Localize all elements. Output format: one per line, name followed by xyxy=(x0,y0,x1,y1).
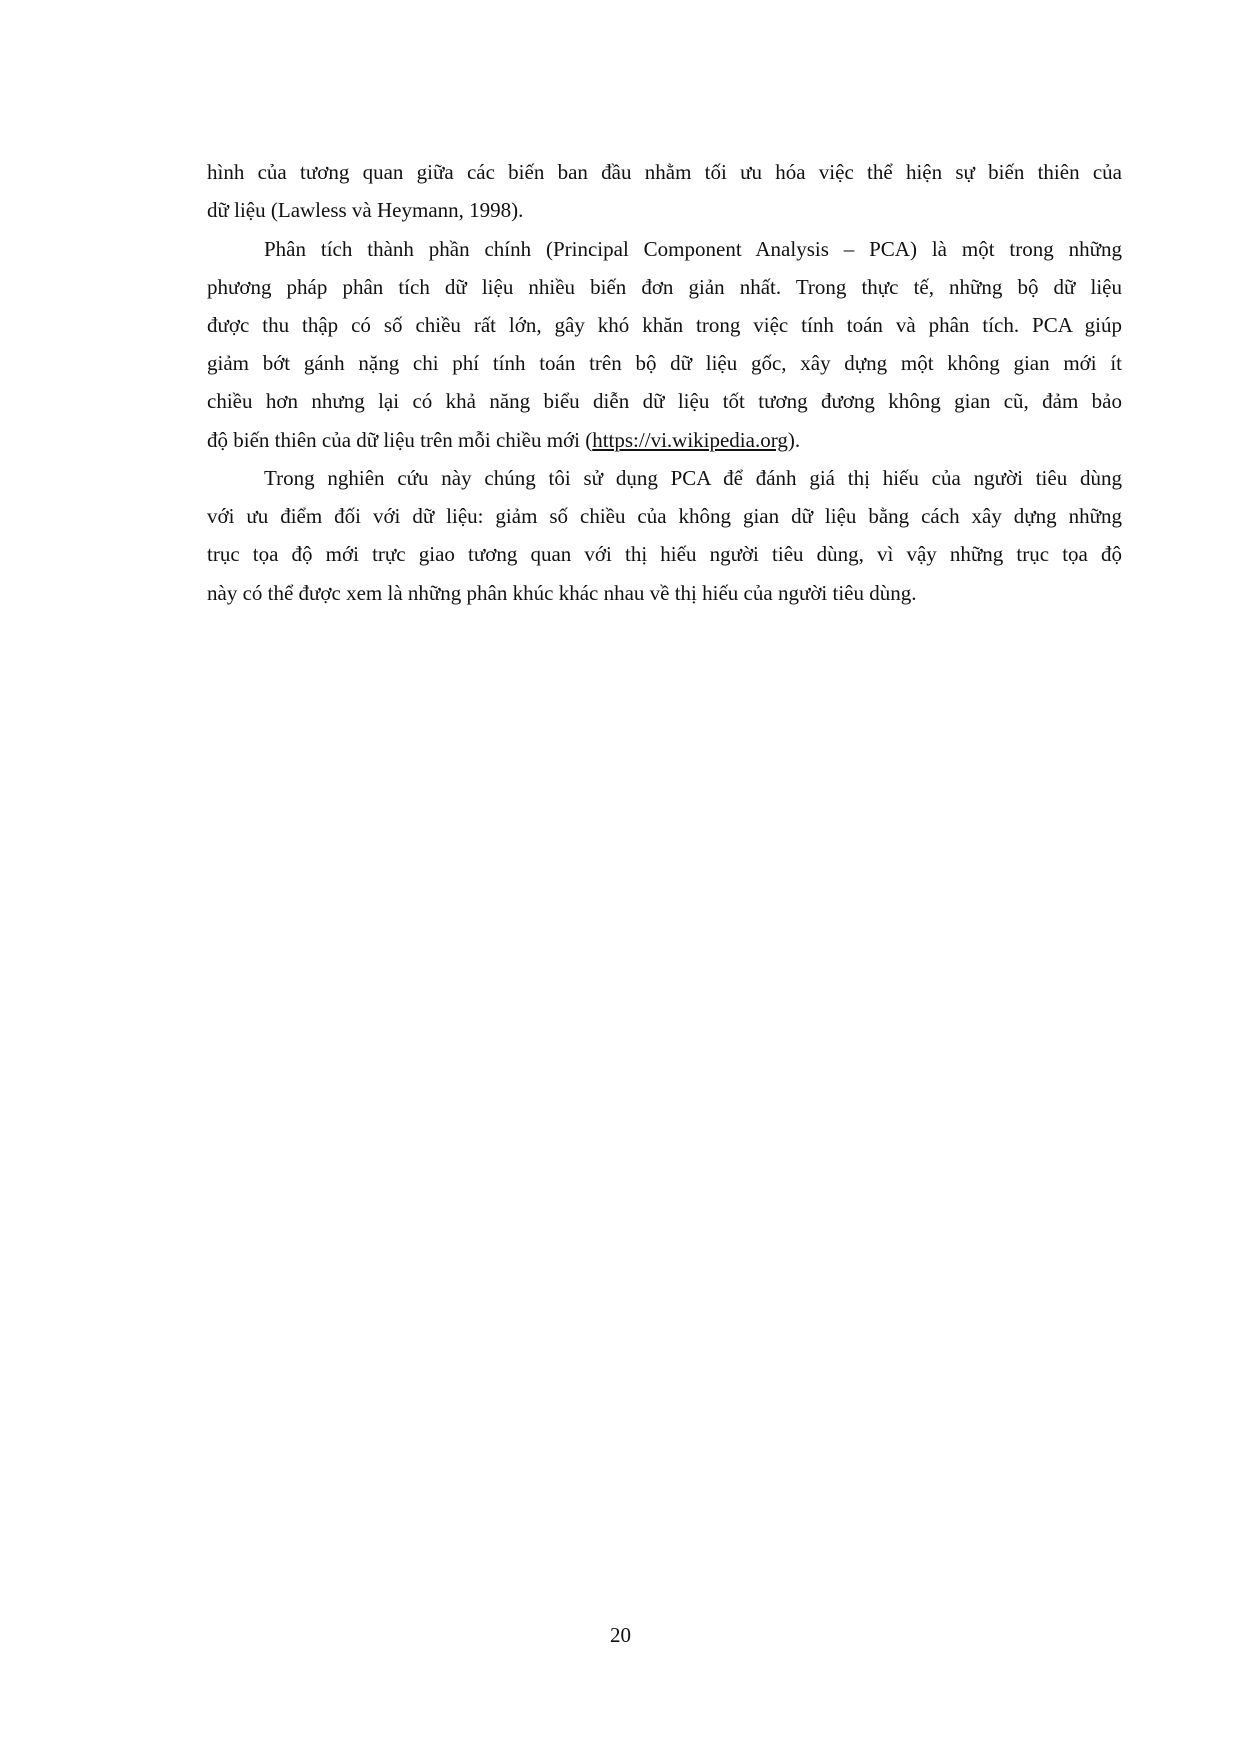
paragraph-3-line-4: này có thể được xem là những phân khúc khác nhau về thị hiếu của người tiêu dùng. xyxy=(207,581,917,605)
paragraph-1-line-2: dữ liệu (Lawless và Heymann, 1998). xyxy=(207,198,524,222)
paragraph-2-line-4: giảm bớt gánh nặng chi phí tính toán trên bộ dữ liệu gốc, xây dựng một không gian mới ít xyxy=(207,351,1122,375)
page-number: 20 xyxy=(610,1623,631,1647)
paragraph-2-line-5: chiều hơn nhưng lại có khả năng biểu diễn dữ liệu tốt tương đương không gian cũ, đảm bảo xyxy=(207,389,1122,413)
paragraph-2-line-3: được thu thập có số chiều rất lớn, gây khó khăn trong việc tính toán và phân tích. PCA giúp xyxy=(207,313,1122,337)
wikipedia-link[interactable]: https://vi.wikipedia.org xyxy=(592,428,788,452)
paragraph-2-line-6 xyxy=(207,426,1122,454)
paragraph-2-line-6-text-before: độ biến thiên của dữ liệu trên mỗi chiều mới ( xyxy=(207,428,593,452)
paragraph-2-line-6-text-after: ). xyxy=(787,428,801,452)
paragraph-3-line-1: Trong nghiên cứu này chúng tôi sử dụng PCA để đánh giá thị hiếu của người tiêu dùng xyxy=(264,466,1122,490)
paragraph-3-line-2: với ưu điểm đối với dữ liệu: giảm số chiều của không gian dữ liệu bằng cách xây dựng những xyxy=(207,504,1122,528)
paragraph-2-line-2: phương pháp phân tích dữ liệu nhiều biến đơn giản nhất. Trong thực tế, những bộ dữ liệu xyxy=(207,275,1122,299)
paragraph-3-line-3: trục tọa độ mới trực giao tương quan với thị hiếu người tiêu dùng, vì vậy những trục tọa độ xyxy=(207,542,1122,566)
paragraph-2-line-1: Phân tích thành phần chính (Principal Component Analysis – PCA) là một trong những xyxy=(264,237,1122,261)
paragraph-1-line-1: hình của tương quan giữa các biến ban đầu nhằm tối ưu hóa việc thể hiện sự biến thiên của xyxy=(207,160,1122,184)
